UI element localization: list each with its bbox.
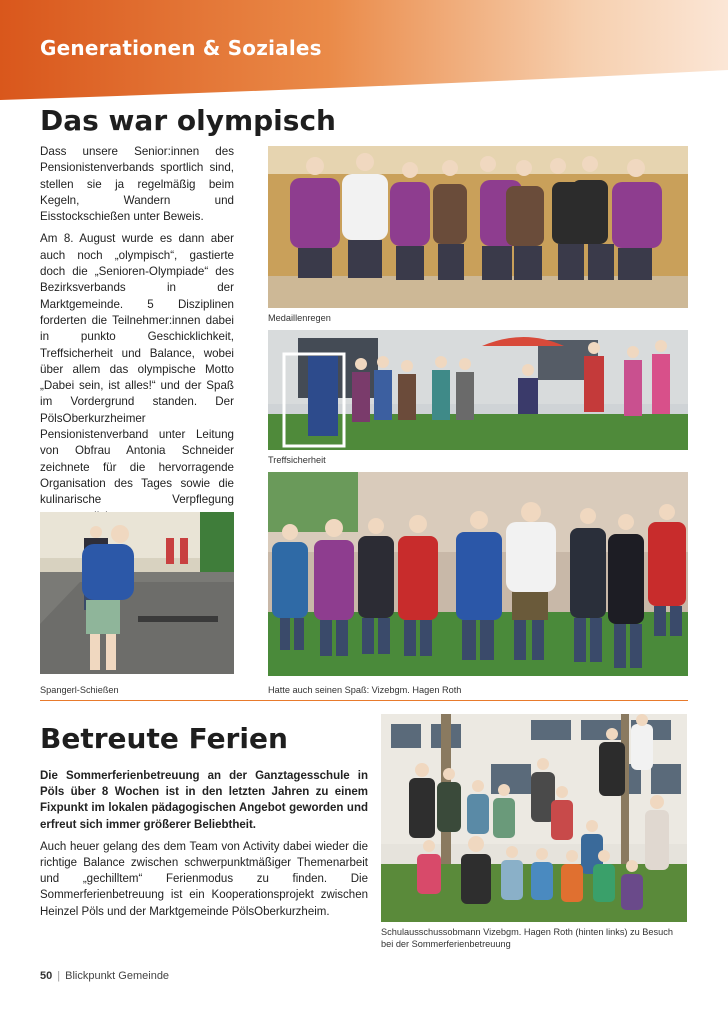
lead-paragraph: Die Sommerferienbetreuung an der Ganztagesschule in Pöls über 8 Wochen ist in den letzten Jahren zu einem Fixpunkt im lokalen pädagogischen Angebot geworden und erfreut sich immer größerer Beliebtheit. [40, 770, 368, 831]
photo-vizebgm-roth [268, 472, 688, 676]
photo-spangerl-schiessen [40, 512, 234, 674]
page-number: 50 [40, 970, 53, 982]
article-title-olympisch: Das war olympisch [40, 104, 336, 137]
page-footer [40, 970, 169, 982]
section-divider [40, 700, 688, 701]
section-title: Generationen & Soziales [40, 36, 322, 60]
photo-sommerferienbetreuung [381, 714, 687, 922]
caption-treffsicherheit: Treffsicherheit [268, 455, 326, 465]
paragraph: Am 8. August wurde es dann aber auch noch „olympisch“, gastierte doch die „Senioren-Olympiade“ des Bezirksverbands in der Marktgemeinde. 5 Disziplinen forderten die Teilnehmer:innen dabei in punkto Geschicklichkeit, Treffsicherheit und Balance, wobei über allem das olympische Motto „Dabei sein, ist alles!“ und der Spaß im Vordergrund standen. Der PölsOberkurzheimer Pensionistenverband unter Leitung von Obfrau Antonia Schneider zeichnete für die hervorragende Organisation des Tages sowie die kulinarische Verpflegung [40, 232, 234, 507]
article-body-ferien [40, 768, 368, 926]
paragraph: Dass unsere Senior:innen des Pensionistenverbands sportlich sind, stellen sie ja regelmäßig beim Kegeln, Wandern und Eisstockschießen unter Beweis. [40, 145, 234, 224]
caption-spangerl: Spangerl-Schießen [40, 685, 119, 695]
publication-title: Blickpunkt Gemeinde [65, 970, 170, 982]
paragraph: Auch heuer gelang des dem Team von Activity dabei wieder die richtige Balance zwischen schwerpunktmäßiger Themenarbeit und „gechilltem“ Ferienmodus zu finden. Die Sommerferienbetreuung ist ein Kooperationsprojekt zwischen Heinzel Pöls und der Marktgemeinde PölsOberkurzheim. [40, 840, 368, 918]
photo-medaillenregen [268, 146, 688, 308]
footer-separator: | [57, 970, 61, 982]
article-body-olympisch [40, 144, 234, 531]
article-title-ferien: Betreute Ferien [40, 722, 288, 755]
photo-treffsicherheit [268, 330, 688, 450]
caption-medaillenregen: Medaillenregen [268, 313, 331, 323]
caption-vizebgm-roth: Hatte auch seinen Spaß: Vizebgm. Hagen Roth [268, 685, 462, 695]
caption-sommerferienbetreuung: Schulausschussobmann Vizebgm. Hagen Roth (hinten links) zu Besuch bei der Sommerferienbetreuung [381, 927, 673, 949]
